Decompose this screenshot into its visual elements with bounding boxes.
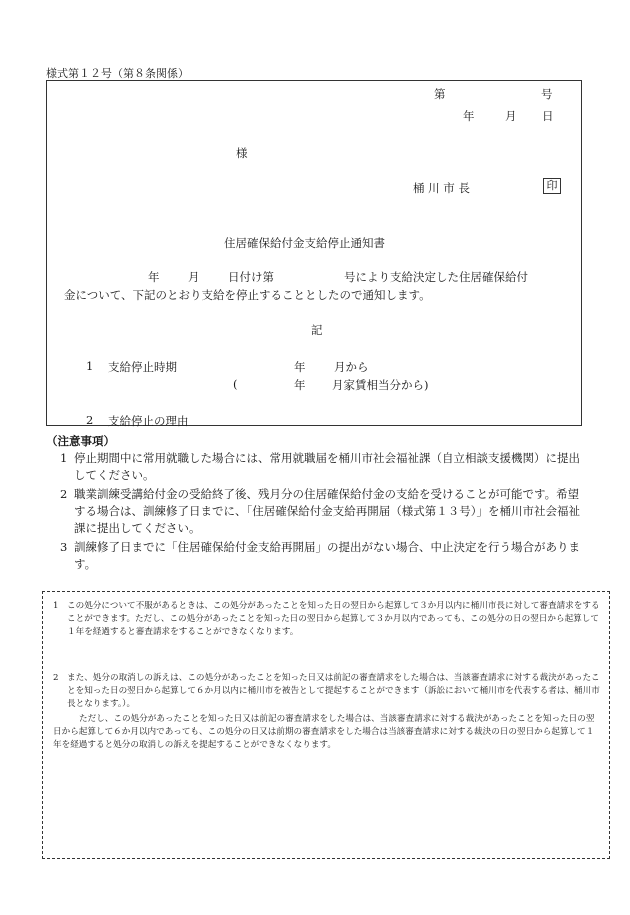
appeal-rights-box [42, 591, 610, 859]
document-title: 住居確保給付金支給停止通知書 [224, 236, 385, 250]
item-label-stop-period: 支給停止時期 [108, 360, 177, 374]
note-number: 3 [60, 540, 68, 554]
appeal-number: 1 [53, 601, 59, 611]
appeal-text-proviso: ただし、この処分があったことを知った日又は前記の審査請求をした場合は、当該審査請求に対する裁決があったことを知った日の翌日から起算して６か月以内であっても、この処分の日又は前期の審査請求をした場合は当該審査請求に対する裁決の日の翌日から起算して１年を経過すると処分の取消しの訴えを提起することができなくなります。 [53, 714, 595, 750]
stop-month-from: 月から [334, 360, 369, 374]
rent-year-label: 年 [294, 378, 306, 392]
rent-month-rest: 月家賃相当分から) [332, 378, 429, 392]
item-number: 1 [86, 359, 94, 373]
form-number-title: 様式第１２号（第８条関係） [46, 67, 189, 80]
note-number: 2 [60, 487, 68, 501]
number-prefix: 第 [434, 87, 446, 101]
appeal-text: この処分について不服があるときは、この処分があったことを知った日の翌日から起算して３か月以内に桶川市長に対して審査請求をすることができます。ただし、この処分があったことを知った日の翌日から起算して３か月以内であっても、この処分の日の翌日から起算して１年を経過すると審査請求をすることができなくなります。 [67, 601, 600, 637]
date-year-label: 年 [463, 109, 475, 123]
body-line2: 金について、下記のとおり支給を停止することとしたので通知します。 [64, 288, 431, 302]
body-month-label: 月 [188, 270, 200, 284]
number-suffix: 号 [541, 87, 553, 101]
body-line1-rest: 号により支給決定した住居確保給付 [344, 270, 528, 284]
item-number: 2 [86, 413, 94, 427]
appeal-text: また、処分の取消しの訴えは、この処分があったことを知った日又は前記の審査請求をした場合は、当該審査請求に対する裁決があったことを知った日の翌日から起算して６か月以内に桶川市を被告として提起することができます（訴訟において桶川市を代表する者は、桶川市長となります。）。 [67, 673, 600, 709]
date-day-label: 日 [542, 109, 554, 123]
seal-stamp: 印 [543, 178, 561, 194]
note-text: 職業訓練受講給付金の受給終了後、残月分の住居確保給付金の支給を受けることが可能です。希望する場合は、訓練修了日までに、「住居確保給付金支給再開届（様式第１３号）」を桶川市社会福祉課に提出してください。 [74, 487, 580, 535]
paren-open: ( [233, 377, 238, 391]
body-dated-label: 日付け第 [228, 270, 274, 284]
stop-year-label: 年 [294, 360, 306, 374]
note-text: 停止期間中に常用就職した場合には、常用就職届を桶川市社会福祉課（自立相談支援機関）に提出してください。 [74, 451, 580, 482]
addressee-suffix: 様 [236, 146, 248, 160]
date-month-label: 月 [505, 109, 517, 123]
body-year-label: 年 [148, 270, 160, 284]
issuer-name: 桶 川 市 長 [413, 181, 470, 195]
ki-heading: 記 [311, 323, 323, 337]
note-text: 訓練修了日までに「住居確保給付金支給再開届」の提出がない場合、中止決定を行う場合があります。 [74, 540, 580, 571]
item-label-stop-reason: 支給停止の理由 [108, 414, 189, 428]
note-number: 1 [60, 451, 68, 465]
appeal-number: 2 [53, 673, 59, 683]
notes-heading: （注意事項） [46, 434, 115, 448]
